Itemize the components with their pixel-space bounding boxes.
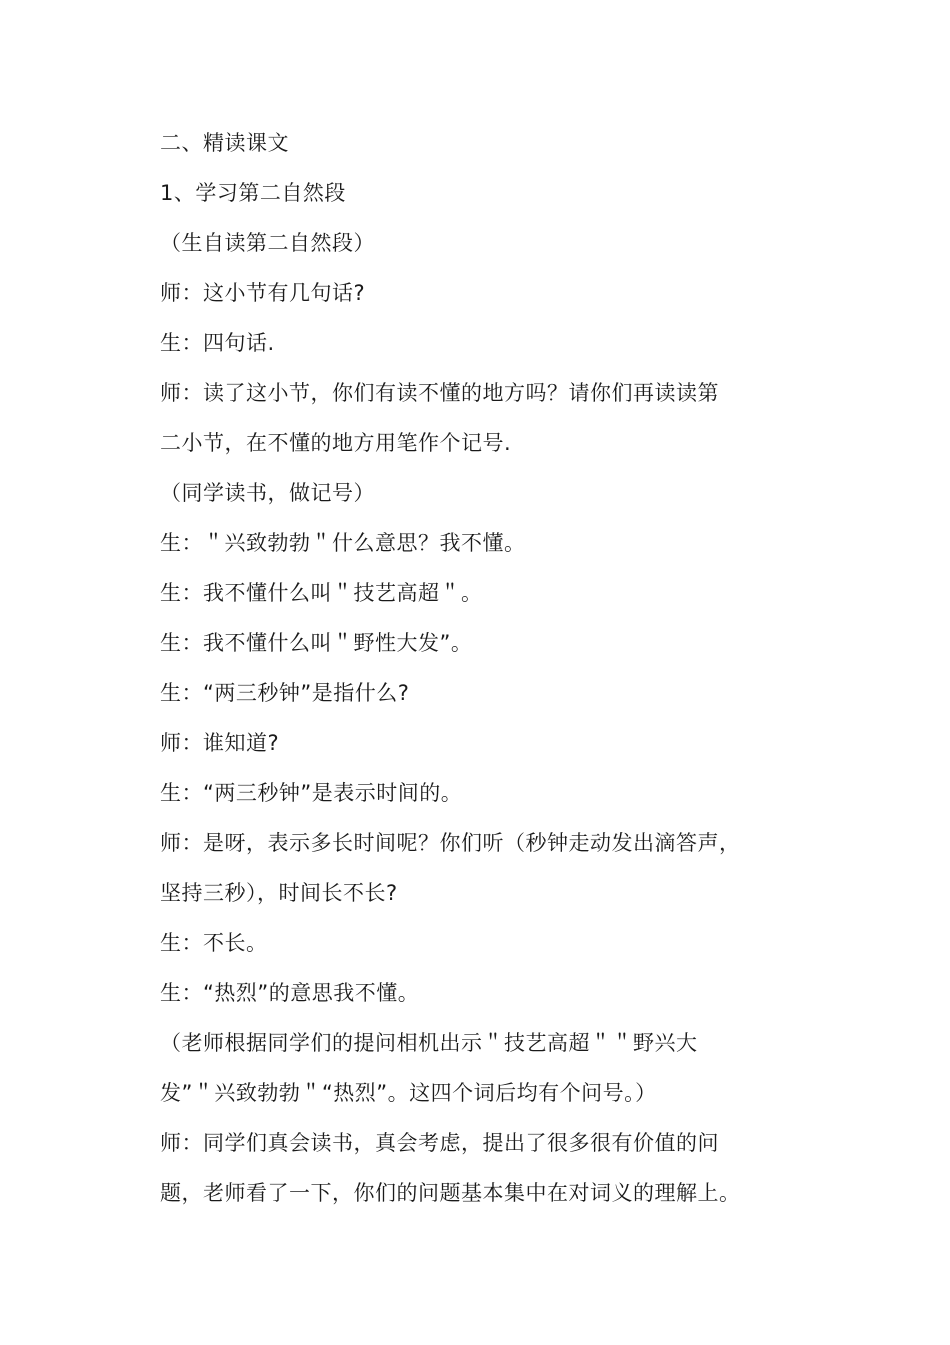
text-line: （老师根据同学们的提问相机出示＂技艺高超＂＂野兴大: [160, 1031, 698, 1055]
text-line: 生：“两三秒钟”是指什么?: [160, 681, 410, 705]
text-line: 生：我不懂什么叫＂技艺高超＂。: [160, 581, 483, 605]
text-line: 生：不长。: [160, 931, 268, 955]
text-line: 师：同学们真会读书，真会考虑，提出了很多很有价值的问: [160, 1131, 719, 1155]
text-line: （生自读第二自然段）: [160, 231, 375, 255]
subsection-heading: 1、学习第二自然段: [160, 181, 346, 205]
text-line: 生：＂兴致勃勃＂什么意思？我不懂。: [160, 531, 526, 555]
document-body: [160, 118, 760, 1218]
text-line: 师：谁知道?: [160, 731, 280, 755]
section-heading: 二、精读课文: [160, 131, 289, 155]
text-line: 师：读了这小节，你们有读不懂的地方吗？请你们再读读第: [160, 381, 719, 405]
text-line: 二小节，在不懂的地方用笔作个记号.: [160, 431, 512, 455]
text-line: 坚持三秒），时间长不长?: [160, 881, 398, 905]
text-line: 生：我不懂什么叫＂野性大发”。: [160, 631, 473, 655]
text-line: 师：是呀，表示多长时间呢？你们听（秒钟走动发出滴答声，: [160, 831, 741, 855]
text-line: 生：四句话.: [160, 331, 275, 355]
text-line: 生：“两三秒钟”是表示时间的。: [160, 781, 463, 805]
text-line: （同学读书，做记号）: [160, 481, 375, 505]
text-line: 题，老师看了一下，你们的问题基本集中在对词义的理解上。: [160, 1181, 741, 1205]
text-line: 发”＂兴致勃勃＂“热烈”。这四个词后均有个问号。）: [160, 1081, 657, 1105]
text-line: 师：这小节有几句话?: [160, 281, 366, 305]
text-line: 生：“热烈”的意思我不懂。: [160, 981, 420, 1005]
